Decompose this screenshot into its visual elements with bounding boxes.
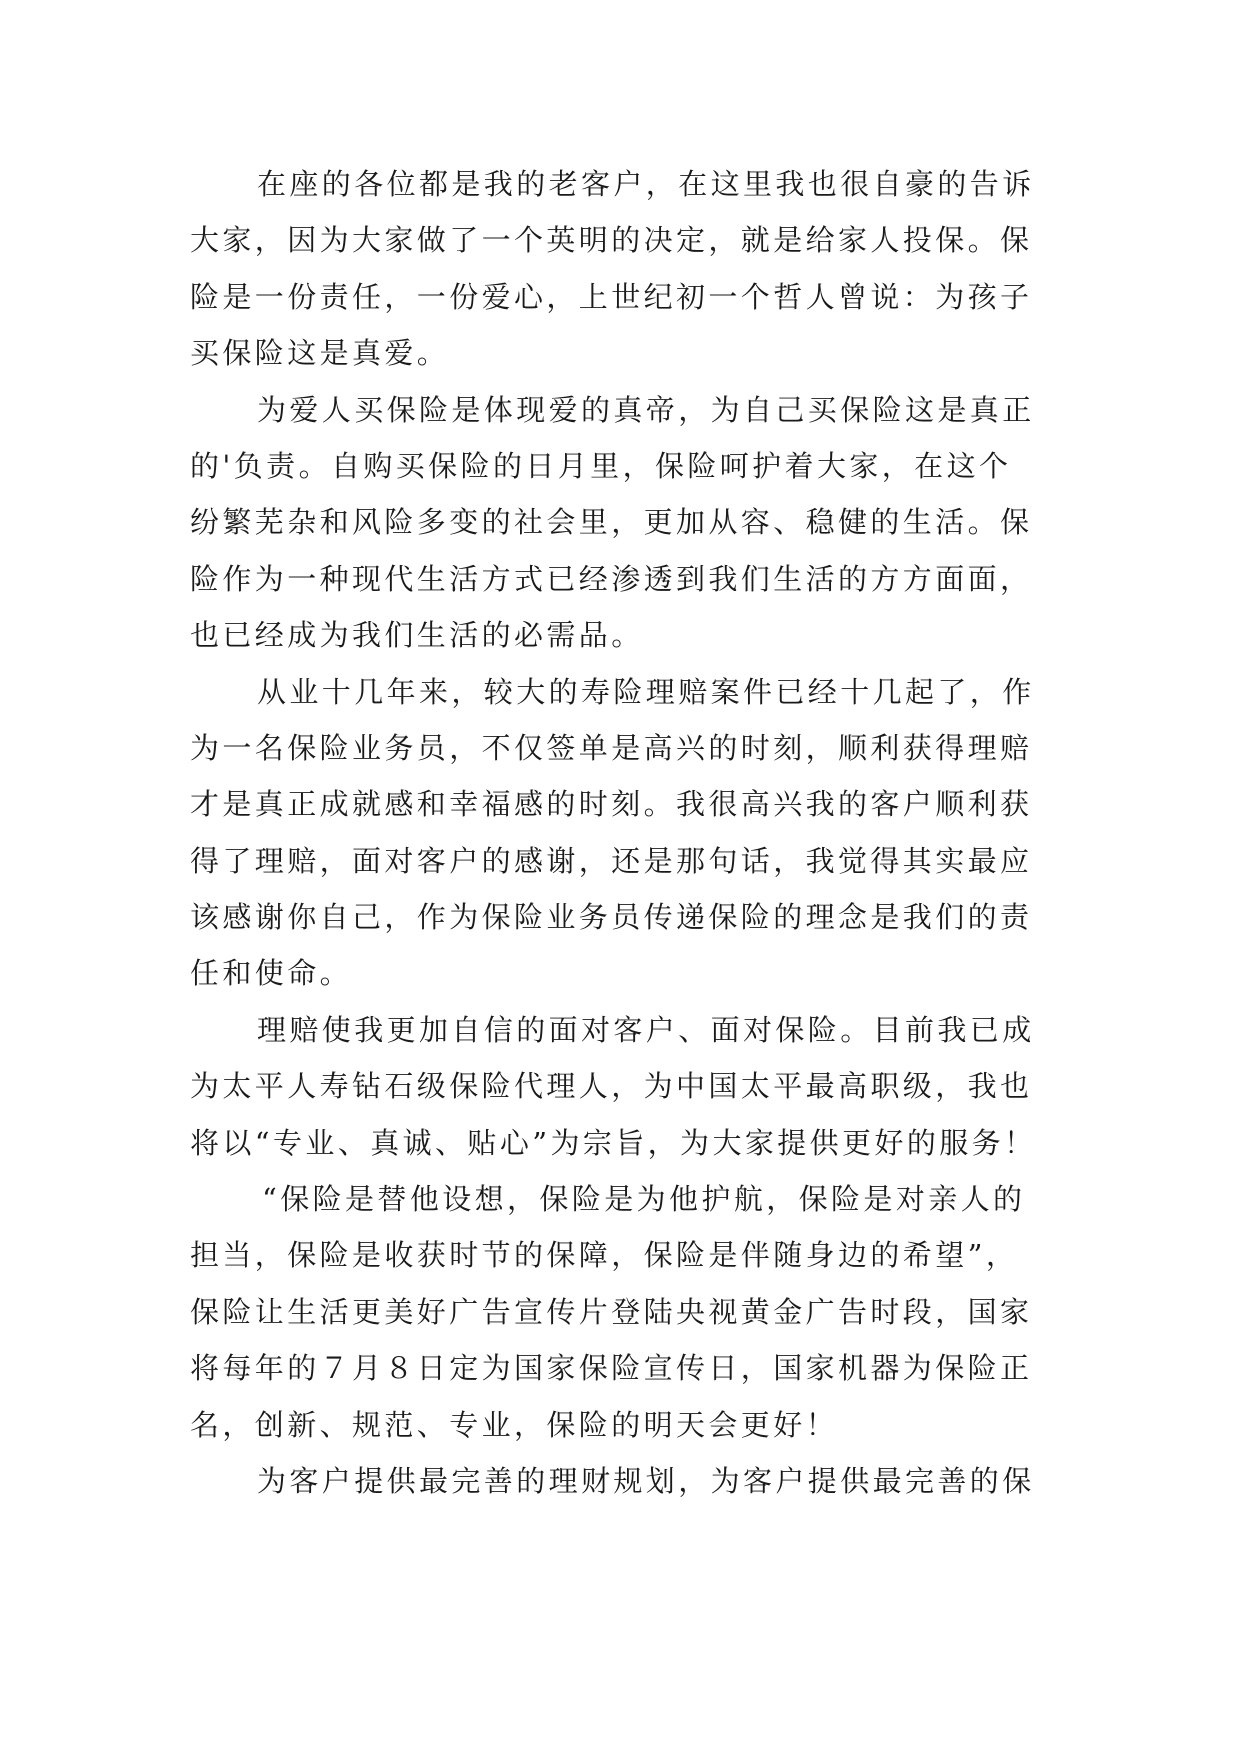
paragraph-1-line-3: 险是一份责任，一份爱心，上世纪初一个哲人曾说：为孩子 [190, 279, 1033, 314]
paragraph-5-line-1: “保险是替他设想，保险是为他护航，保险是对亲人的 [262, 1182, 1026, 1217]
paragraph-1-line-2: 大家，因为大家做了一个英明的决定，就是给家人投保。保 [190, 223, 1033, 258]
paragraph-1-line-1: 在座的各位都是我的老客户，在这里我也很自豪的告诉 [257, 167, 1035, 201]
paragraph-3-line-4: 得了理赔，面对客户的感谢，还是那句话，我觉得其实最应 [190, 843, 1033, 878]
paragraph-1-line-4: 买保险这是真爱。 [190, 336, 450, 371]
paragraph-5-line-5: 名，创新、规范、专业，保险的明天会更好！ [190, 1407, 839, 1442]
paragraph-2-line-4: 险作为一种现代生活方式已经渗透到我们生活的方方面面， [190, 561, 1033, 596]
paragraph-5-line-3: 保险让生活更美好广告宣传片登陆央视黄金广告时段，国家 [190, 1294, 1033, 1329]
paragraph-2-line-1: 为爱人买保险是体现爱的真帝，为自己买保险这是真正 [257, 392, 1035, 427]
paragraph-5-line-4: 将每年的７月８日定为国家保险宣传日，国家机器为保险正 [190, 1351, 1033, 1386]
paragraph-3-line-5: 该感谢你自己，作为保险业务员传递保险的理念是我们的责 [190, 900, 1033, 935]
paragraph-5-line-2: 担当，保险是收获时节的保障，保险是伴随身边的希望”， [190, 1238, 1019, 1273]
body-text [190, 156, 1050, 1509]
paragraph-3-line-6: 任和使命。 [190, 956, 353, 991]
paragraph-3-line-1: 从业十几年来，较大的寿险理赔案件已经十几起了，作 [257, 674, 1035, 709]
paragraph-6-line-1: 为客户提供最完善的理财规划，为客户提供最完善的保 [257, 1463, 1035, 1498]
paragraph-4-line-2: 为太平人寿钻石级保险代理人，为中国太平最高职级，我也 [190, 1069, 1033, 1104]
paragraph-4-line-1: 理赔使我更加自信的面对客户、面对保险。目前我已成 [257, 1012, 1035, 1047]
paragraph-2-line-5: 也已经成为我们生活的必需品。 [190, 618, 644, 653]
paragraph-2-line-3: 纷繁芜杂和风险多变的社会里，更加从容、稳健的生活。保 [190, 505, 1033, 540]
paragraph-3-line-3: 才是真正成就感和幸福感的时刻。我很高兴我的客户顺利获 [190, 787, 1033, 822]
paragraph-3-line-2: 为一名保险业务员，不仅签单是高兴的时刻，顺利获得理赔 [190, 730, 1033, 765]
paragraph-4-line-3: 将以“专业、真诚、贴心”为宗旨，为大家提供更好的服务！ [190, 1125, 1037, 1160]
paragraph-2-line-2: 的'负责。自购买保险的日月里，保险呵护着大家，在这个 [190, 448, 1012, 483]
